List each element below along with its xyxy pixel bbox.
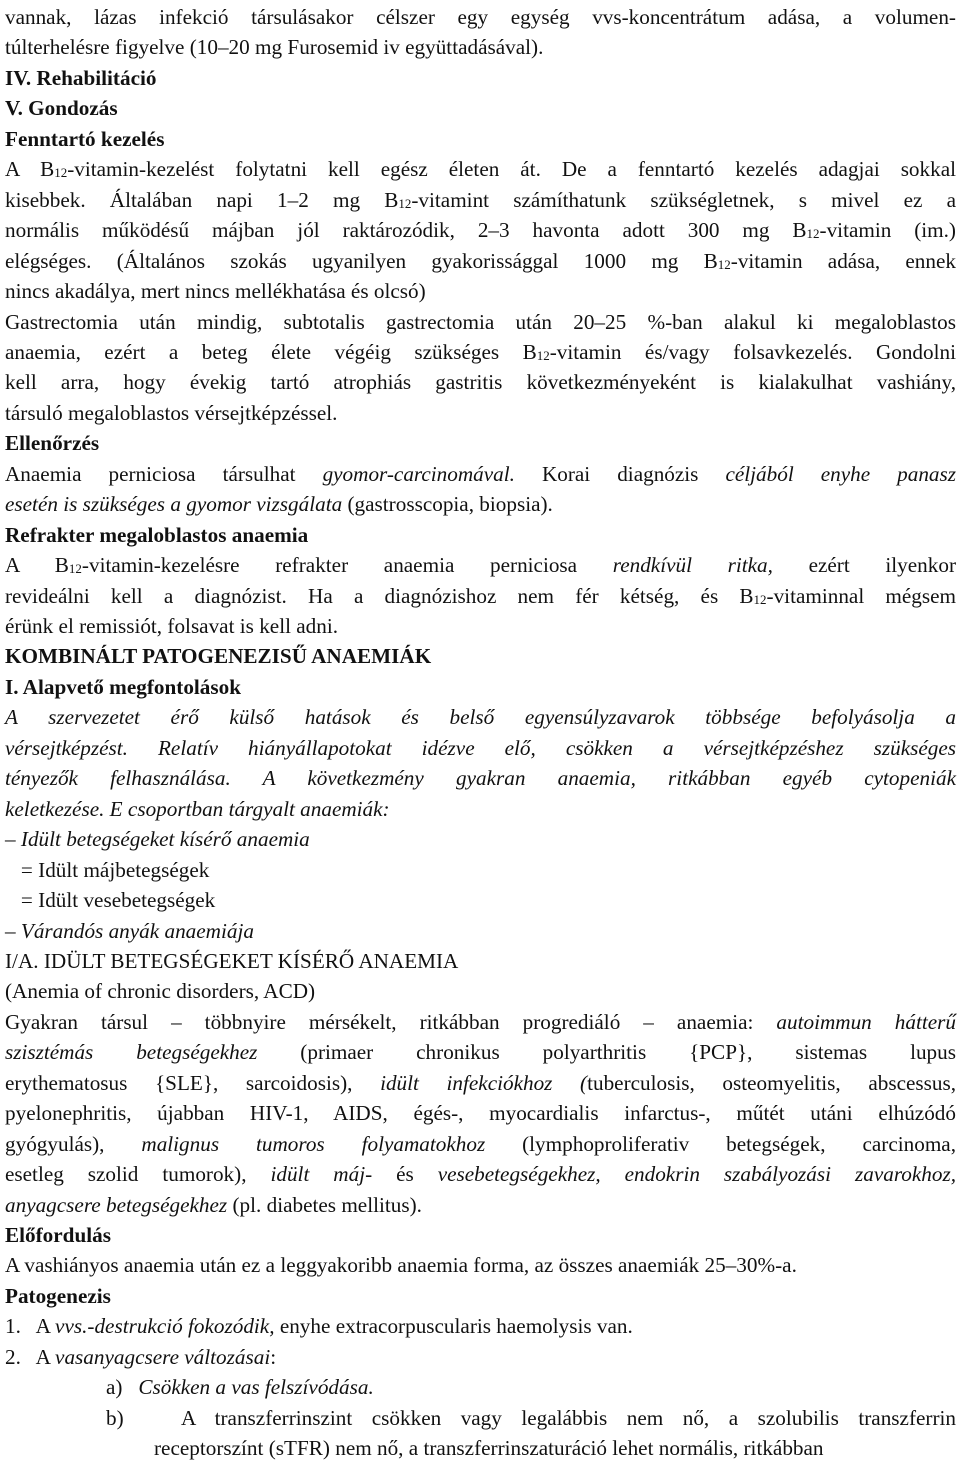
text-run: (lymphoproliferativ betegségek, carcinoma, (485, 1131, 957, 1156)
text-run: vasanyagcsere változásai (55, 1344, 271, 1369)
text-run: vesebetegségekhez, endokrin szabályozási zavarokhoz, (437, 1162, 956, 1187)
section-heading (5, 946, 458, 976)
subsection-heading (5, 428, 99, 458)
text-run: IV. Rehabilitáció (5, 65, 157, 90)
text-run: és (372, 1162, 438, 1187)
text-line (5, 1037, 956, 1067)
text-run: V. Gondozás (5, 96, 118, 121)
subscript: 12 (398, 195, 412, 211)
text-run: – Idült betegségeket kísérő anaemia (5, 827, 310, 852)
text-run: társuló megaloblastos vérsejtképzéssel. (5, 400, 338, 425)
text-run: Fenntartó kezelés (5, 126, 165, 151)
text-run: a) (106, 1375, 139, 1400)
text-run: vvs.-destrukció fokozódik, (55, 1314, 275, 1339)
list-item (5, 855, 209, 885)
text-line (5, 32, 543, 62)
text-run: pyelonephritis, újabban HIV-1, AIDS, égés-, myocardialis infarctus-, műtét utáni elhúzódó (5, 1101, 956, 1126)
text-run: (Anemia of chronic disorders, ACD) (5, 979, 316, 1004)
text-run: (primaer chronikus polyarthritis {PCP}, sistemas lupus (257, 1040, 956, 1065)
text-line (5, 1159, 956, 1189)
text-run: 1. A (5, 1314, 56, 1339)
list-item (5, 885, 215, 915)
text-run: -vitamin-kezelésre refrakter anaemia perniciosa (81, 553, 613, 578)
section-heading (5, 63, 156, 93)
text-run: vérsejtképzést. Relatív hiányállapotokat idézve elő, csökken a vérsejtképzéshez szükséges (5, 735, 956, 760)
text-run: : (270, 1344, 277, 1369)
text-line (5, 307, 956, 337)
text-run: KOMBINÁLT PATOGENEZISŰ ANAEMIÁK (5, 644, 432, 669)
text-line (5, 185, 956, 215)
subsection-heading (5, 520, 308, 550)
text-line (5, 398, 337, 428)
text-run: kisebbek. Általában napi 1–2 mg B (5, 187, 399, 212)
text-run: I. Alapvető megfontolások (5, 674, 242, 699)
subscript: 12 (806, 226, 820, 242)
text-run: erythematosus {SLE}, sarcoidosis), (5, 1070, 381, 1095)
list-item (5, 1311, 633, 1341)
text-line (5, 1098, 956, 1128)
text-run: -vitamint számíthatunk szükségletnek, s mivel ez a (411, 187, 956, 212)
text-run: idült infekciókhoz ( (380, 1070, 588, 1095)
text-run: A vashiányos anaemia után ez a leggyakoribb anaemia forma, az összes anaemiák 25–30%-a. (5, 1253, 797, 1278)
text-run: -vitamin és/vagy folsavkezelés. Gondolni (549, 339, 956, 364)
text-line (5, 246, 956, 276)
text-line (5, 276, 426, 306)
text-run: A szervezetet érő külső hatások és belső egyensúlyzavarok többsége befolyásolja a (5, 705, 956, 730)
list-item (5, 916, 254, 946)
text-run: = Idült vesebetegségek (5, 888, 216, 913)
text-run: I/A. IDÜLT BETEGSÉGEKET KÍSÉRŐ ANAEMIA (5, 948, 459, 973)
text-line (5, 367, 956, 397)
text-run: revideálni kell a diagnózist. Ha a diagnózishoz nem fér kétség, és B (5, 583, 754, 608)
text-run: Refrakter megaloblastos anaemia (5, 522, 309, 547)
text-line (5, 733, 956, 763)
text-run: normális működésű májban jól raktározódik, 2–3 havonta adott 300 mg B (5, 218, 807, 243)
text-line (5, 1129, 956, 1159)
subscript: 12 (68, 561, 82, 577)
text-run: idült máj- (270, 1162, 373, 1187)
list-item (106, 1403, 956, 1433)
text-run: A B (5, 157, 55, 182)
text-line (5, 581, 956, 611)
text-run: elégséges. (Általános szokás ugyanilyen gyakorissággal 1000 mg B (5, 248, 718, 273)
text-run: vannak, lázas infekció társulásakor célszer egy egység vvs-koncentrátum adása, a volumen- (5, 5, 956, 29)
section-heading (5, 672, 241, 702)
text-line (5, 489, 553, 519)
text-line (5, 794, 390, 824)
text-run: Gyakran társul – többnyire mérsékelt, ritkábban progrediáló – anaemia: (5, 1009, 777, 1034)
text-run: gyomor-carcinomával. (322, 461, 515, 486)
text-run: esetén is szükséges a gyomor vizsgálata (5, 492, 343, 517)
text-run: érünk el remissiót, folsavat is kell adni. (5, 614, 339, 638)
text-run: Előfordulás (5, 1223, 111, 1247)
subsection-heading (5, 1220, 111, 1250)
text-run: Csökken a vas felszívódása. (138, 1375, 374, 1400)
list-item (5, 824, 310, 854)
text-run: receptorszínt (sTFR) nem nő, a transzferrinszaturáció lehet normális, ritkábban (154, 1436, 824, 1461)
text-line (5, 337, 956, 367)
text-run: enyhe extracorpuscularis haemolysis van. (274, 1314, 633, 1339)
text-run: = Idült májbetegségek (5, 857, 210, 882)
text-run: -vitamin-kezelést folytatni kell egész életen át. De a fenntartó kezelés adagjai sokkal (67, 157, 957, 182)
text-run: 2. A (5, 1344, 56, 1369)
text-line (5, 1007, 956, 1037)
text-run: anaemia, ezért a beteg élete végéig szükséges B (5, 339, 537, 364)
text-run: nincs akadálya, mert nincs mellékhatása és olcsó) (5, 279, 426, 304)
text-run: Korai diagnózis (514, 461, 726, 486)
text-line (5, 215, 956, 245)
subscript: 12 (536, 347, 550, 363)
text-line (5, 702, 956, 732)
text-line (5, 550, 956, 580)
text-line (154, 1433, 824, 1463)
text-run: tuberculosis, osteomyelitis, abscessus, (587, 1070, 956, 1095)
text-run: anyagcsere betegségekhez (5, 1192, 228, 1217)
text-run: A B (5, 553, 69, 578)
section-subtitle (5, 976, 315, 1006)
text-line (5, 1190, 422, 1220)
text-run: Anaemia perniciosa társulhat (5, 461, 323, 486)
text-line (5, 1250, 797, 1280)
text-run: ezért ilyenkor (772, 553, 957, 578)
subscript: 12 (717, 256, 731, 272)
text-run: túlterhelésre figyelve (10–20 mg Furosemid iv együttadásával). (5, 35, 544, 60)
list-item (5, 1342, 276, 1372)
text-line (5, 154, 956, 184)
text-run: Gastrectomia után mindig, subtotalis gastrectomia után 20–25 %-ban alakul ki megaloblastos (5, 309, 956, 334)
subsection-heading (5, 1281, 111, 1311)
text-run: b) A transzferrinszint csökken vagy legalábbis nem nő, a szolubilis transzferrin (106, 1405, 956, 1430)
text-run: -vitamin (im.) (819, 218, 956, 243)
text-run: céljából enyhe panasz (725, 461, 957, 486)
subscript: 12 (753, 591, 767, 607)
section-heading (5, 93, 118, 123)
text-run: Patogenezis (5, 1283, 111, 1308)
text-line (5, 1068, 956, 1098)
text-run: tényezők felhasználása. A következmény gyakran anaemia, ritkábban egyéb cytopeniák (5, 766, 956, 791)
text-line (5, 611, 338, 641)
text-run: – Várandós anyák anaemiája (5, 918, 254, 943)
subscript: 12 (54, 165, 68, 181)
text-run: gyógyulás), (5, 1131, 142, 1156)
text-run: kell arra, hogy évekig tartó atrophiás gastritis következményeként is kialakulhat vashiány, (5, 370, 956, 395)
text-line (5, 459, 956, 489)
text-run: (gastrosscopia, biopsia). (342, 492, 553, 517)
text-run: Ellenőrzés (5, 431, 100, 456)
text-line (5, 763, 956, 793)
text-run: autoimmun hátterű (776, 1009, 956, 1034)
text-run: szisztémás betegségekhez (5, 1040, 258, 1065)
list-item (106, 1372, 374, 1402)
text-run: rendkívül ritka, (612, 553, 773, 578)
text-run: malignus tumoros folyamatokhoz (141, 1131, 486, 1156)
text-run: (pl. diabetes mellitus). (227, 1192, 422, 1217)
chapter-heading (5, 641, 431, 671)
text-run: -vitaminnal mégsem (766, 583, 957, 608)
text-line (5, 2, 956, 32)
text-run: -vitamin adása, ennek (730, 248, 956, 273)
subsection-heading (5, 124, 164, 154)
text-run: keletkezése. E csoportban tárgyalt anaemiák: (5, 796, 390, 821)
text-run: esetleg szolid tumorok), (5, 1162, 271, 1187)
